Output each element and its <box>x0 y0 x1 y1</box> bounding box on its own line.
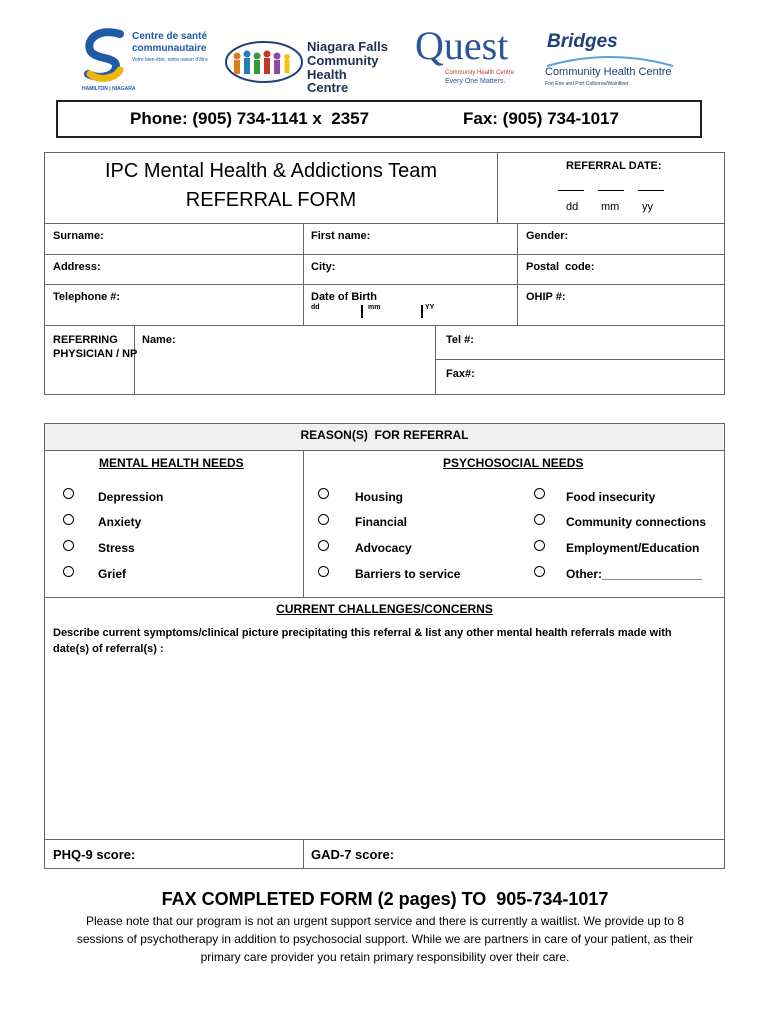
form-subtitle: REFERRAL FORM <box>185 189 357 211</box>
quest-tagline: Every One Matters. <box>445 78 506 85</box>
referral-date-mm: mm <box>601 201 620 213</box>
bridges-tagline: Fort Erie and Port Colborne/Wainfleet <box>545 81 629 87</box>
niagara-people-icon <box>225 40 303 84</box>
ohip-label: OHIP #: <box>526 291 566 303</box>
advocacy-checkbox[interactable] <box>318 540 329 551</box>
employment-checkbox[interactable] <box>534 540 545 551</box>
form-title: IPC Mental Health & Addictions Team <box>104 160 438 182</box>
mental-health-heading: MENTAL HEALTH NEEDS <box>99 456 244 470</box>
referral-date-yy: yy <box>642 201 653 213</box>
stress-label: Stress <box>98 541 135 555</box>
advocacy-label: Advocacy <box>355 541 412 555</box>
gender-label: Gender: <box>526 230 569 242</box>
mental-health-cell <box>44 450 304 598</box>
financial-label: Financial <box>355 515 408 529</box>
dob-dd: dd <box>311 304 320 311</box>
quest-name: Quest <box>415 23 509 68</box>
financial-checkbox[interactable] <box>318 514 329 525</box>
dob-yy: YY <box>425 304 435 311</box>
city-label: City: <box>311 261 336 273</box>
dob-label: Date of Birth <box>311 291 377 303</box>
niagara-line3: Health Centre <box>307 67 349 95</box>
csc-region: HAMILTON | NIAGARA <box>82 86 136 92</box>
physician-fax-cell[interactable] <box>435 359 725 395</box>
employment-label: Employment/Education <box>566 541 700 555</box>
niagara-line2: Community <box>307 53 379 68</box>
dob-separator-1 <box>361 305 363 318</box>
postal-code-label: Postal code: <box>526 261 595 273</box>
food-insecurity-checkbox[interactable] <box>534 488 545 499</box>
food-insecurity-label: Food insecurity <box>566 490 656 504</box>
physician-name-label: Name: <box>142 334 176 346</box>
csc-logo <box>82 28 212 94</box>
physician-tel-label: Tel #: <box>446 334 474 346</box>
community-connections-label: Community connections <box>566 515 707 529</box>
niagara-logo <box>225 38 390 95</box>
anxiety-checkbox[interactable] <box>63 514 74 525</box>
other-label[interactable]: Other:_______________ <box>566 567 703 581</box>
housing-checkbox[interactable] <box>318 488 329 499</box>
note-line2: sessions of psychotherapy in addition to psychosocial support. While we are partners in care of your patient, as their <box>76 932 694 946</box>
fax-instruction: FAX COMPLETED FORM (2 pages) TO 905-734-1017 <box>161 889 609 909</box>
csc-line2: communautaire <box>132 43 207 54</box>
referring-label-2: PHYSICIAN / NP <box>53 348 138 360</box>
bridges-name: Bridges <box>547 31 618 52</box>
community-connections-checkbox[interactable] <box>534 514 545 525</box>
note-line3: primary care provider you retain primary responsibility over their care. <box>200 950 570 964</box>
quest-logo <box>415 23 525 90</box>
referral-date-dd: dd <box>566 201 579 213</box>
physician-tel-cell[interactable] <box>435 325 725 360</box>
bridges-sub: Community Health Centre <box>545 66 672 78</box>
depression-checkbox[interactable] <box>63 488 74 499</box>
grief-label: Grief <box>98 567 127 581</box>
stress-checkbox[interactable] <box>63 540 74 551</box>
niagara-line1: Niagara Falls <box>307 39 388 54</box>
barriers-checkbox[interactable] <box>318 566 329 577</box>
physician-name-cell[interactable] <box>134 325 436 395</box>
anxiety-label: Anxiety <box>98 515 142 529</box>
address-label: Address: <box>53 261 101 273</box>
quest-sub: Community Health Centre <box>445 70 515 76</box>
surname-label: Surname: <box>53 230 104 242</box>
note-line1: Please note that our program is not an urgent support service and there is currently a waitlist. We provide up to 8 <box>85 914 685 928</box>
csc-line1: Centre de santé <box>132 31 208 42</box>
psychosocial-heading: PSYCHOSOCIAL NEEDS <box>443 456 584 470</box>
csc-tagline: Votre bien-être, notre raison d'être <box>132 57 208 63</box>
grief-checkbox[interactable] <box>63 566 74 577</box>
dob-separator-2 <box>421 305 423 318</box>
fax-number: Fax: (905) 734-1017 <box>463 109 619 128</box>
phone-number: Phone: (905) 734-1141 x 2357 <box>130 109 370 128</box>
challenges-description-line1: Describe current symptoms/clinical picture precipitating this referral & list any other mental health referrals made with <box>53 627 672 639</box>
depression-label: Depression <box>98 490 164 504</box>
referring-label-1: REFERRING <box>53 334 118 346</box>
date-blanks <box>558 190 668 192</box>
bridges-logo <box>545 32 685 92</box>
challenges-description-line2: date(s) of referral(s) : <box>53 643 164 655</box>
other-checkbox[interactable] <box>534 566 545 577</box>
challenges-title: CURRENT CHALLENGES/CONCERNS <box>276 602 493 616</box>
first-name-label: First name: <box>311 230 371 242</box>
housing-label: Housing <box>355 490 403 504</box>
physician-fax-label: Fax#: <box>446 368 475 380</box>
telephone-label: Telephone #: <box>53 291 121 303</box>
dob-mm: mm <box>368 304 381 311</box>
csc-logo-mark <box>82 28 128 84</box>
phq9-label: PHQ-9 score: <box>53 847 136 862</box>
reasons-title: REASON(S) FOR REFERRAL <box>300 428 469 442</box>
barriers-label: Barriers to service <box>355 567 461 581</box>
gad7-label: GAD-7 score: <box>311 847 395 862</box>
referral-date-label: REFERRAL DATE: <box>566 160 662 172</box>
